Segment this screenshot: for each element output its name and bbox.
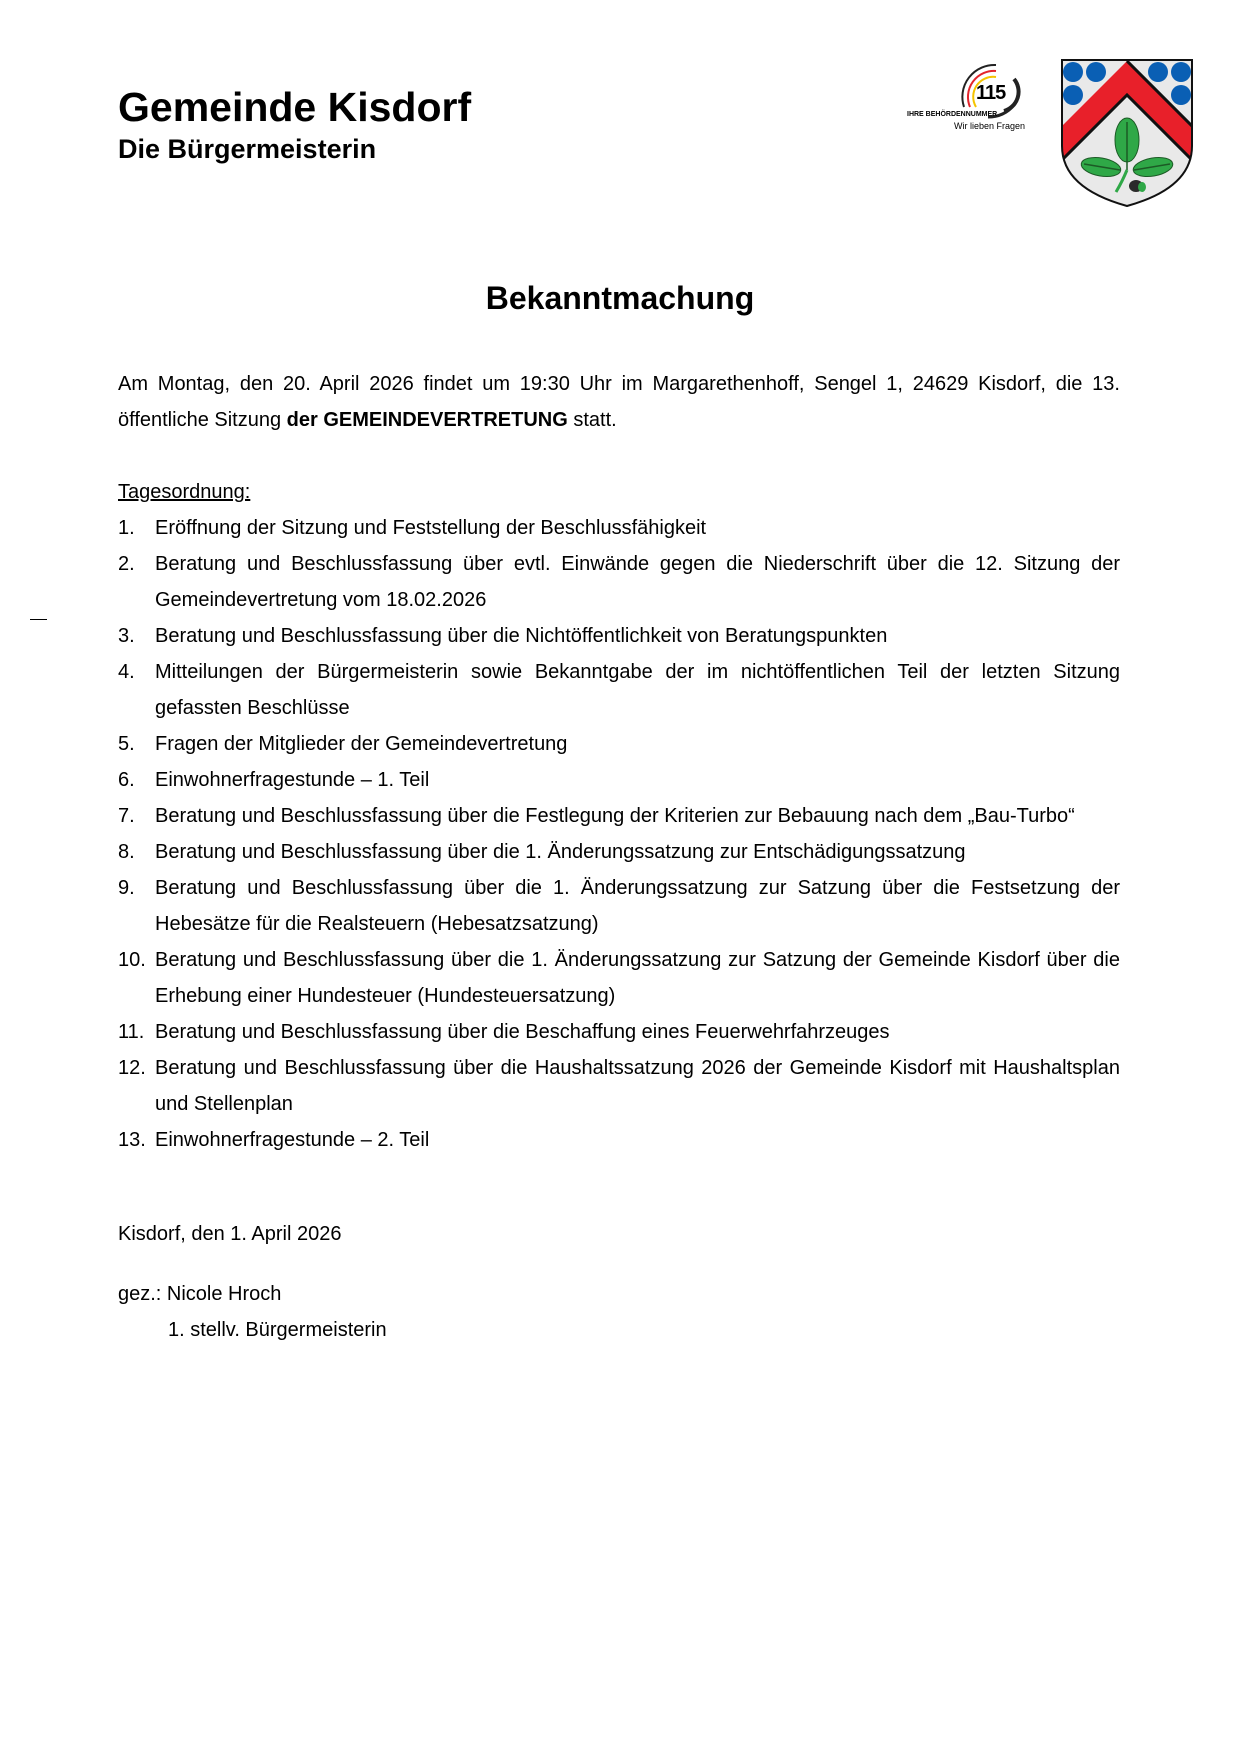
coat-of-arms-icon: [1060, 58, 1194, 208]
intro-text-1: Am Montag, den 20. April 2026 findet um 19:30 Uhr im Margarethenhoff, Sengel 1, 24629 Kisdorf, die 13. öffentliche Sitzung: [118, 373, 1120, 431]
agenda-item: [118, 618, 1120, 654]
agenda-item: [118, 942, 1120, 1014]
agenda-item-text: Beratung und Beschlussfassung über die 1. Änderungssatzung zur Satzung der Gemeinde Kisdorf über die Erhebung einer Hundesteuer (Hundesteuersatzung): [155, 949, 1120, 1007]
agenda-item-number: 2.: [118, 553, 135, 575]
agenda-item-number: 3.: [118, 625, 135, 647]
agenda-item-number: 4.: [118, 661, 135, 683]
agenda-item-number: 8.: [118, 841, 135, 863]
agenda-item: [118, 1050, 1120, 1122]
agenda-item-text: Beratung und Beschlussfassung über evtl. Einwände gegen die Niederschrift über die 12. Sitzung der Gemeindevertretung vom 18.02.2026: [155, 553, 1120, 611]
agenda-list: [118, 510, 1120, 1158]
agenda-item: [118, 1014, 1120, 1050]
fold-mark: [30, 619, 47, 620]
agenda-item-number: 1.: [118, 517, 135, 539]
agenda-item-text: Einwohnerfragestunde – 1. Teil: [155, 769, 430, 791]
agenda-item: [118, 726, 1120, 762]
agenda-item: [118, 654, 1120, 726]
agenda-item-text: Mitteilungen der Bürgermeisterin sowie Bekanntgabe der im nichtöffentlichen Teil der letzten Sitzung gefassten Beschlüsse: [155, 661, 1120, 719]
agenda-item-text: Beratung und Beschlussfassung über die Nichtöffentlichkeit von Beratungspunkten: [155, 625, 888, 647]
agenda-item-text: Beratung und Beschlussfassung über die Festlegung der Kriterien zur Bebauung nach dem „Bau-Turbo“: [155, 805, 1075, 827]
agenda-label: Tagesordnung:: [118, 481, 251, 503]
agenda-item-text: Beratung und Beschlussfassung über die Beschaffung eines Feuerwehrfahrzeuges: [155, 1021, 890, 1043]
agenda-item-number: 6.: [118, 769, 135, 791]
agenda-item: [118, 762, 1120, 798]
agenda-item-text: Beratung und Beschlussfassung über die 1. Änderungssatzung zur Entschädigungssatzung: [155, 841, 966, 863]
office-name: Die Bürgermeisterin: [118, 134, 377, 164]
agenda-item-number: 11.: [118, 1021, 145, 1043]
agenda-item: [118, 798, 1120, 834]
document-title: Bekanntmachung: [485, 280, 755, 316]
agenda-item: [118, 870, 1120, 942]
organization-name: Gemeinde Kisdorf: [118, 84, 472, 130]
logo-115-number: 115: [976, 82, 1006, 104]
agenda-item-text: Beratung und Beschlussfassung über die Haushaltssatzung 2026 der Gemeinde Kisdorf mit Haushaltsplan und Stellenplan: [155, 1057, 1120, 1115]
agenda-item: [118, 1122, 1120, 1158]
intro-text-2: statt.: [567, 409, 617, 431]
agenda-item-number: 7.: [118, 805, 135, 827]
agenda-item-text: Einwohnerfragestunde – 2. Teil: [155, 1129, 430, 1151]
signature-line: gez.: Nicole Hroch: [118, 1283, 282, 1305]
logo-115: [900, 55, 1040, 140]
agenda-item-number: 12.: [118, 1057, 146, 1079]
agenda-item: [118, 546, 1120, 618]
agenda-item-number: 13.: [118, 1129, 146, 1151]
agenda-item-number: 5.: [118, 733, 135, 755]
agenda-item-text: Fragen der Mitglieder der Gemeindevertretung: [155, 733, 568, 755]
logo-115-tagline-top: IHRE BEHÖRDENNUMMER: [907, 111, 998, 118]
agenda-item-number: 9.: [118, 877, 135, 899]
intro-text-bold: der GEMEINDEVERTRETUNG: [286, 409, 568, 431]
agenda-item-text: Eröffnung der Sitzung und Feststellung der Beschlussfähigkeit: [155, 517, 707, 539]
agenda-item: [118, 834, 1120, 870]
agenda-item-number: 10.: [118, 949, 146, 971]
agenda-item: [118, 510, 1120, 546]
agenda-item-text: Beratung und Beschlussfassung über die 1. Änderungssatzung zur Satzung über die Festsetzung der Hebesätze für die Realsteuern (Hebesatzsatzung): [155, 877, 1120, 935]
logo-115-tagline-bottom: Wir lieben Fragen: [954, 121, 1026, 131]
signer-role: 1. stellv. Bürgermeisterin: [168, 1319, 387, 1341]
place-and-date: Kisdorf, den 1. April 2026: [118, 1223, 342, 1245]
intro-paragraph: [118, 366, 1120, 438]
